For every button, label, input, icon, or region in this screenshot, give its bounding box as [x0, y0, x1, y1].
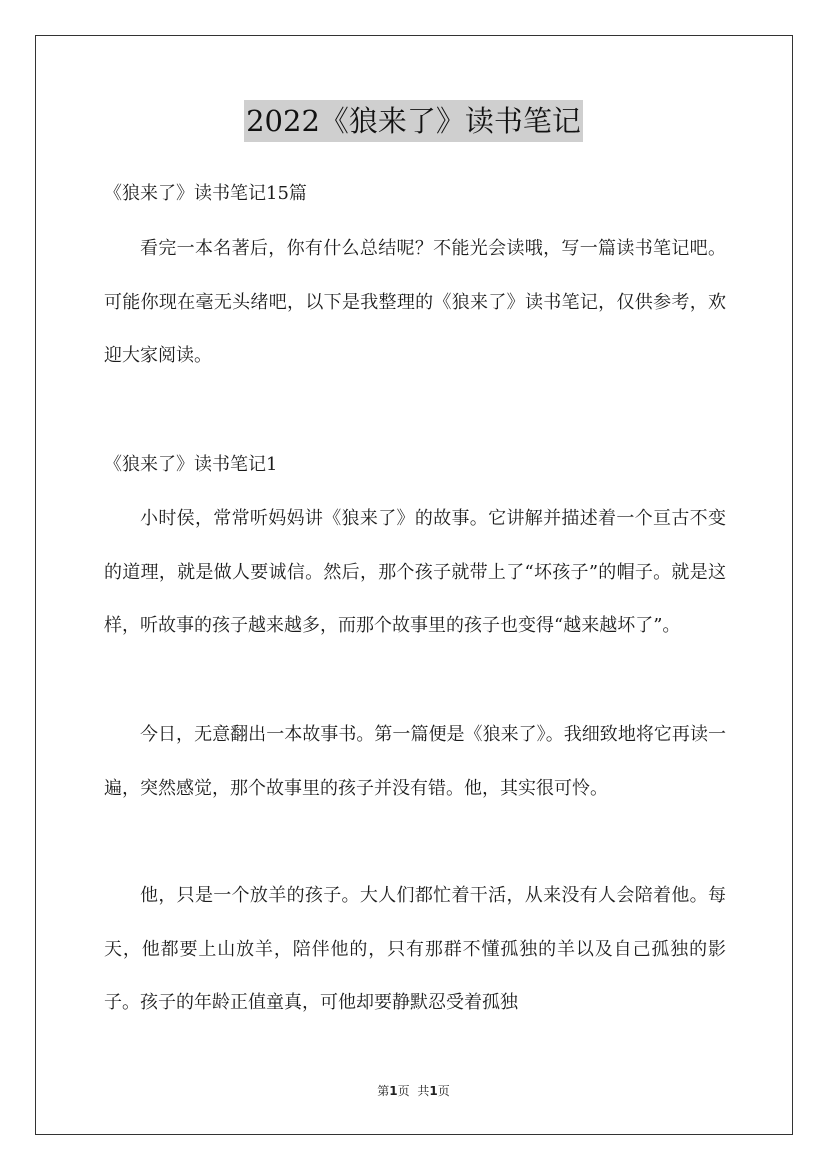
intro-paragraph: 看完一本名著后，你有什么总结呢？不能光会读哦，写一篇读书笔记吧。可能你现在毫无头绪吧，以下是我整理的《狼来了》读书笔记，仅供参考，欢迎大家阅读。: [104, 238, 726, 366]
footer-total-number: 1: [429, 1084, 438, 1098]
title-container: [0, 100, 827, 142]
body-paragraph-3: 他，只是一个放羊的孩子。大人们都忙着干活，从来没有人会陪着他。每天，他都要上山放羊，陪伴他的，只有那群不懂孤独的羊以及自己孤独的影子。孩子的年龄正值童真，可他却要静默忍受着孤独: [104, 885, 726, 1013]
body-paragraph-1: 小时侯，常常听妈妈讲《狼来了》的故事。它讲解并描述着一个亘古不变的道理，就是做人要诚信。然后，那个孩子就带上了“坏孩子”的帽子。就是这样，听故事的孩子越来越多，而那个故事里的孩子也变得“越来越坏了”。: [104, 508, 726, 636]
document-title: 2022《狼来了》读书笔记: [244, 100, 583, 142]
section-heading: 《狼来了》读书笔记1: [104, 454, 278, 475]
footer-page-prefix: 第: [377, 1084, 390, 1098]
footer-page-suffix: 页: [397, 1084, 410, 1098]
footer-total-prefix: 共: [417, 1084, 430, 1098]
page-footer: [0, 1082, 827, 1100]
document-subtitle: 《狼来了》读书笔记15篇: [104, 183, 307, 204]
footer-total-suffix: 页: [437, 1084, 450, 1098]
footer-page-number: 1: [389, 1084, 398, 1098]
body-paragraph-2: 今日，无意翻出一本故事书。第一篇便是《狼来了》。我细致地将它再读一遍，突然感觉，那个故事里的孩子并没有错。他，其实很可怜。: [104, 724, 726, 799]
